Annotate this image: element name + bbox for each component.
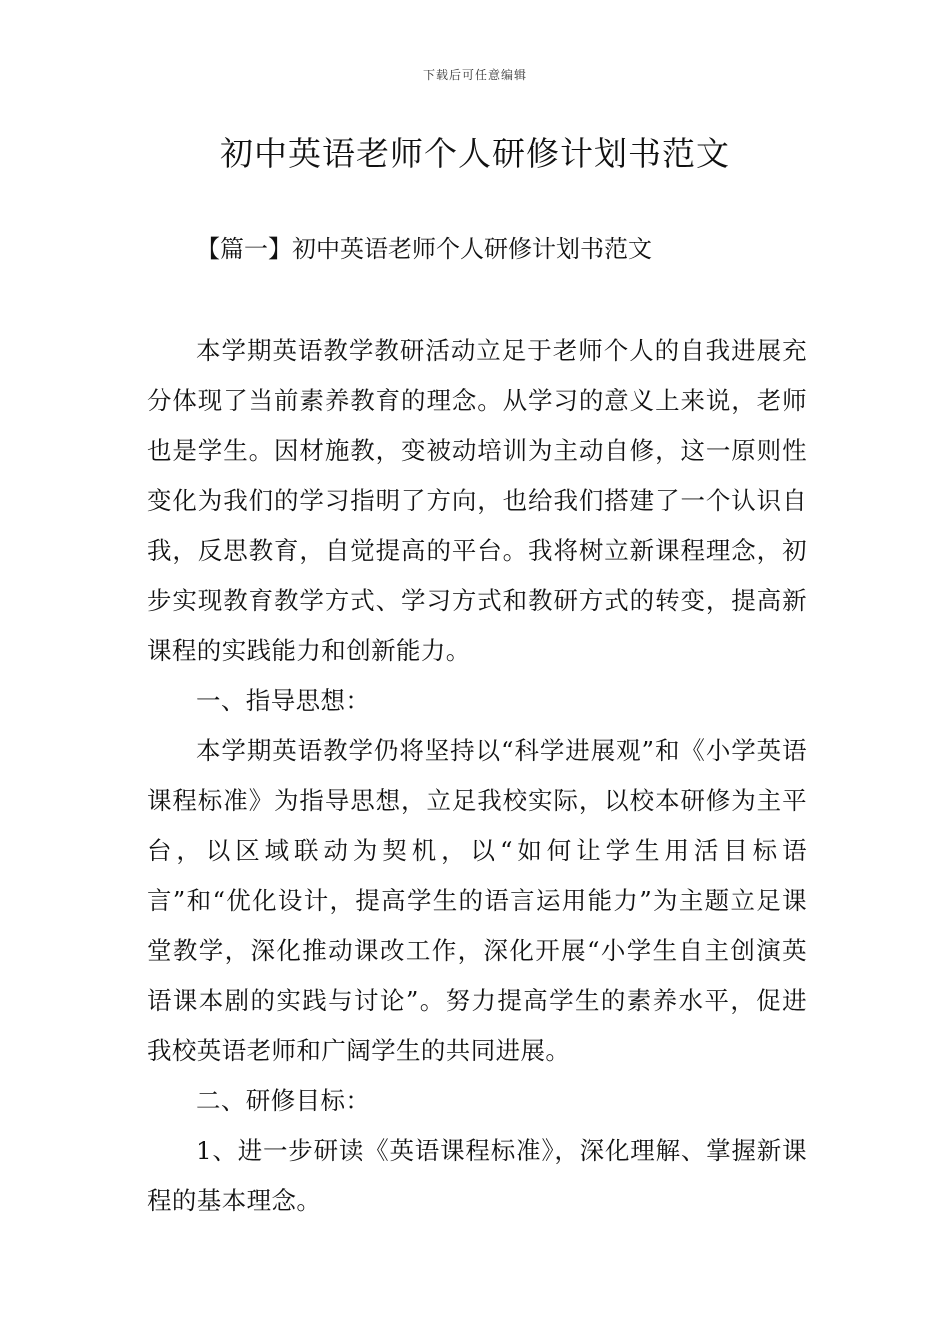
paragraph-intro: 本学期英语教学教研活动立足于老师个人的自我进展充分体现了当前素养教育的理念。从学习的意义上来说，老师也是学生。因材施教，变被动培训为主动自修，这一原则性变化为我们的学习指明了方向，也给我们搭建了一个认识自我，反思教育，自觉提高的平台。我将树立新课程理念，初步实现教育教学方式、学习方式和教研方式的转变，提高新课程的实践能力和创新能力。 [147, 336, 807, 665]
heading-study-goals: 二、研修目标： [196, 1086, 371, 1115]
document-title: 初中英语老师个人研修计划书范文 [220, 134, 730, 173]
section-heading: 【篇一】初中英语老师个人研修计划书范文 [196, 235, 652, 263]
document-body [147, 326, 807, 1226]
paragraph-goal-1: 1、进一步研读《英语课程标准》，深化理解、掌握新课程的基本理念。 [147, 1136, 807, 1215]
paragraph-guiding-ideology: 本学期英语教学仍将坚持以“科学进展观”和《小学英语课程标准》为指导思想，立足我校实际，以校本研修为主平台，以区域联动为契机，以“如何让学生用活目标语言”和“优化设计，提高学生的语言运用能力”为主题立足课堂教学，深化推动课改工作，深化开展“小学生自主创演英语课本剧的实践与讨论”。努力提高学生的素养水平，促进我校英语老师和广阔学生的共同进展。 [147, 736, 807, 1065]
heading-guiding-ideology: 一、指导思想： [196, 686, 371, 715]
header-note: 下载后可任意编辑 [422, 68, 527, 82]
